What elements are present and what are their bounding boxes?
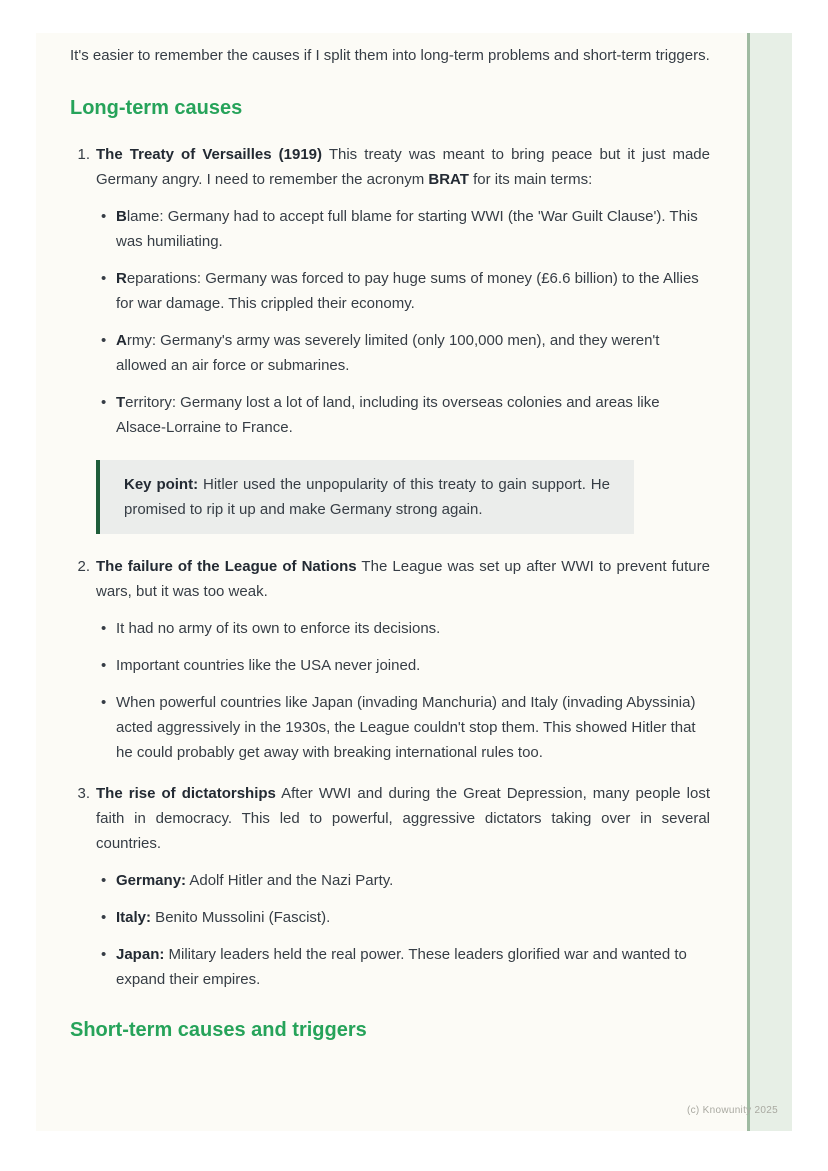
callout-text: Hitler used the unpopularity of this treaty to gain support. He promised to rip it up and make Germany strong again.	[124, 476, 610, 518]
list-number: 3.	[77, 785, 90, 802]
bullet-icon: •	[101, 946, 107, 963]
bullet-text: It had no army of its own to enforce its decisions.	[116, 620, 441, 637]
item-title: The rise of dictatorships	[96, 785, 276, 802]
bullet-paragraph	[116, 868, 710, 893]
list-number: 1.	[77, 146, 90, 163]
bullet-text: rmy: Germany's army was severely limited (only 100,000 men), and they weren't allowed an air force or submarines.	[116, 332, 660, 374]
item-text: for its main terms:	[468, 171, 593, 188]
league-weakness-bullet-list	[96, 616, 710, 765]
list-item-usa-never-joined	[96, 653, 710, 678]
bullet-paragraph	[116, 616, 710, 641]
item-inline-bold: BRAT	[428, 171, 469, 188]
bullet-paragraph	[116, 942, 710, 992]
bullet-text: Adolf Hitler and the Nazi Party.	[186, 872, 394, 889]
bullet-text: Important countries like the USA never joined.	[116, 657, 421, 674]
bullet-icon: •	[101, 620, 107, 637]
list-item-blame	[96, 204, 710, 254]
bullet-icon: •	[101, 694, 107, 711]
bullet-icon: •	[101, 872, 107, 889]
list-item-japan	[96, 942, 710, 992]
bullet-text: When powerful countries like Japan (invading Manchuria) and Italy (invading Abyssinia) acted aggressively in the 1930s, the League couldn't stop them. This showed Hitler that he could probably get away with breaking international rules too.	[116, 694, 696, 761]
bullet-paragraph	[116, 905, 710, 930]
list-item-territory	[96, 390, 710, 440]
item-text: After WWI and during the Great Depression, many people lost faith in democracy. This led to powerful, aggressive dictators taking over in several countries.	[96, 785, 710, 852]
bullet-text: eparations: Germany was forced to pay huge sums of money (£6.6 billion) to the Allies for war damage. This crippled their economy.	[116, 270, 699, 312]
intro-paragraph: It's easier to remember the causes if I split them into long-term problems and short-term triggers.	[70, 47, 710, 64]
item-title: The Treaty of Versailles (1919)	[96, 146, 323, 163]
bullet-lead: Italy:	[116, 909, 152, 926]
item-title: The failure of the League of Nations	[96, 558, 357, 575]
bullet-lead: A	[116, 332, 127, 349]
bullet-paragraph	[116, 390, 710, 440]
callout-paragraph	[124, 472, 610, 522]
item-paragraph	[96, 781, 710, 856]
bullet-icon: •	[101, 270, 107, 287]
document-content	[36, 33, 792, 1044]
bullet-icon: •	[101, 657, 107, 674]
bullet-lead: B	[116, 208, 127, 225]
item-text: This treaty was meant to bring peace but it just made Germany angry. I need to remember the acronym	[96, 146, 710, 188]
list-item-reparations	[96, 266, 710, 316]
list-item-rise-of-dictatorships	[70, 781, 710, 992]
list-item-aggression-unstopped	[96, 690, 710, 765]
list-item-no-army	[96, 616, 710, 641]
dictators-bullet-list	[96, 868, 710, 992]
bullet-paragraph	[116, 266, 710, 316]
long-term-causes-list	[70, 142, 710, 992]
bullet-text: lame: Germany had to accept full blame for starting WWI (the 'War Guilt Clause'). This was humiliating.	[116, 208, 698, 250]
list-number: 2.	[77, 558, 90, 575]
list-item-army	[96, 328, 710, 378]
bullet-icon: •	[101, 394, 107, 411]
bullet-text: erritory: Germany lost a lot of land, including its overseas colonies and areas like Alsace-Lorraine to France.	[116, 394, 660, 436]
bullet-icon: •	[101, 208, 107, 225]
bullet-paragraph	[116, 690, 710, 765]
key-point-callout	[96, 460, 634, 534]
item-paragraph	[96, 142, 710, 192]
bullet-lead: R	[116, 270, 127, 287]
list-item-germany	[96, 868, 710, 893]
section-heading-long-term: Long-term causes	[70, 97, 243, 119]
bullet-lead: Japan:	[116, 946, 165, 963]
bullet-paragraph	[116, 204, 710, 254]
item-paragraph	[96, 554, 710, 604]
bullet-icon: •	[101, 909, 107, 926]
bullet-text: Benito Mussolini (Fascist).	[151, 909, 331, 926]
document-page	[36, 33, 792, 1131]
list-item-italy	[96, 905, 710, 930]
bullet-icon: •	[101, 332, 107, 349]
brat-bullet-list	[96, 204, 710, 440]
bullet-paragraph	[116, 328, 710, 378]
callout-label: Key point:	[124, 476, 199, 493]
section-heading-short-term: Short-term causes and triggers	[70, 1019, 367, 1041]
bullet-text: Military leaders held the real power. These leaders glorified war and wanted to expand their empires.	[116, 946, 687, 988]
list-item-treaty-of-versailles	[70, 142, 710, 534]
item-text: The League was set up after WWI to prevent future wars, but it was too weak.	[96, 558, 710, 600]
list-item-league-of-nations	[70, 554, 710, 765]
bullet-lead: T	[116, 394, 126, 411]
watermark: (c) Knowunity 2025	[686, 1105, 778, 1116]
bullet-paragraph	[116, 653, 710, 678]
bullet-lead: Germany:	[116, 872, 187, 889]
